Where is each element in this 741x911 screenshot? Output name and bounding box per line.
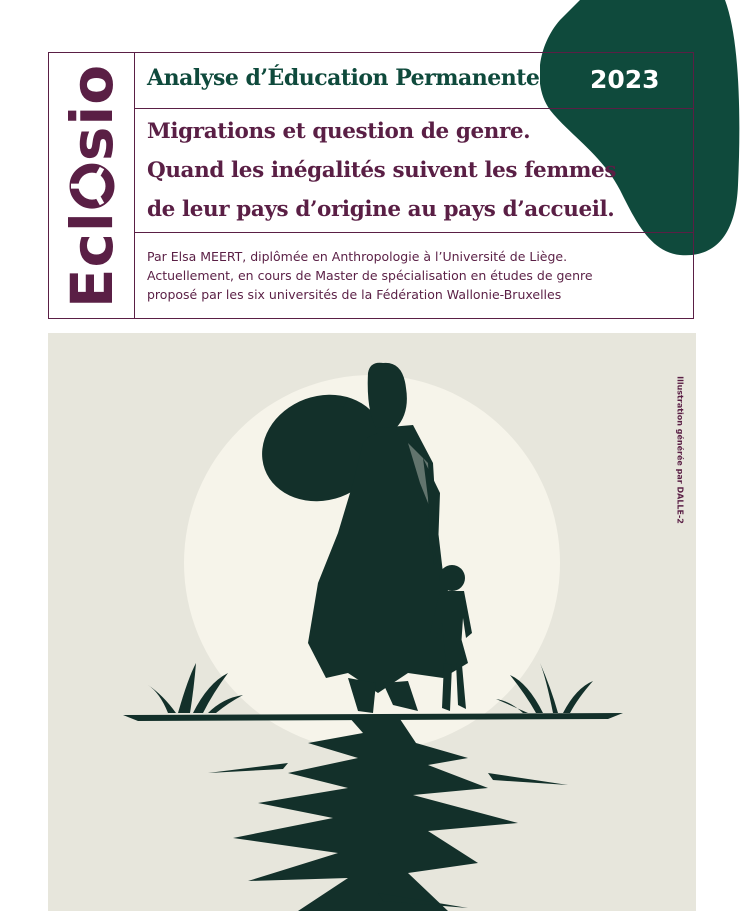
title-row — [135, 109, 693, 233]
author-line: Par Elsa MEERT, diplômée en Anthropologie à l’Université de Liège. — [147, 249, 568, 264]
header-box — [48, 52, 694, 319]
illustration-artwork — [48, 333, 696, 911]
series-row — [135, 53, 693, 109]
logo-text-end: sio — [58, 63, 126, 162]
title-line: de leur pays d’origine au pays d’accueil. — [147, 197, 615, 222]
title-line: Migrations et question de genre. — [147, 119, 531, 144]
logo-o-icon — [69, 163, 115, 209]
author-line: Actuellement, en cours de Master de spécialisation en études de genre — [147, 268, 593, 283]
series-label: Analyse d’Éducation Permanente — [147, 65, 540, 91]
cover-illustration — [48, 333, 696, 911]
logo-column — [49, 53, 135, 318]
eclosio-logo — [58, 63, 126, 309]
illustration-credit: Illustration générée par DALLE-2 — [675, 376, 685, 524]
author-line: proposé par les six universités de la Fédération Wallonie-Bruxelles — [147, 287, 562, 302]
title-line: Quand les inégalités suivent les femmes — [147, 158, 617, 183]
year-label: 2023 — [590, 65, 660, 94]
logo-text-start: Ecl — [58, 211, 126, 309]
